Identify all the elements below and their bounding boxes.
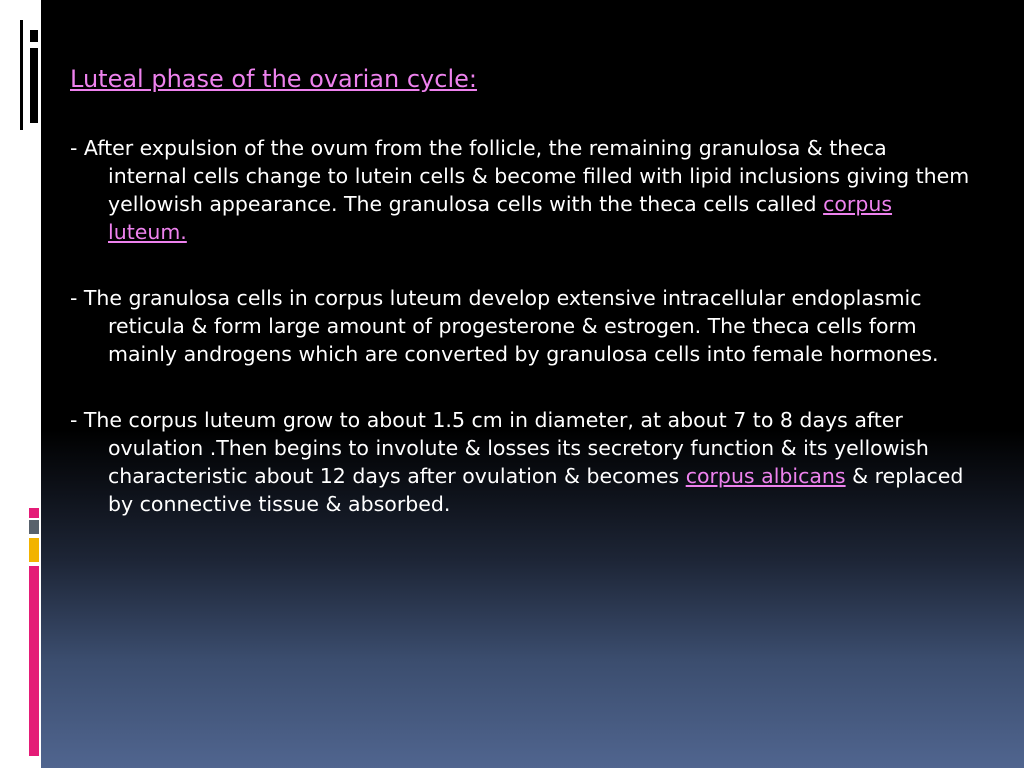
slide-content — [70, 62, 970, 556]
accent-stripe-pink-top — [29, 508, 39, 518]
paragraph-1 — [70, 134, 970, 246]
slide-title: Luteal phase of the ovarian cycle: — [70, 65, 477, 93]
ornament-line — [20, 20, 23, 130]
paragraph-1-text: - After expulsion of the ovum from the follicle, the remaining granulosa & theca internal cells change to lutein cells & become filled with lipid inclusions giving them yellowish appearance. The granulosa cells with the theca cells called — [70, 136, 970, 216]
accent-stripe-pink-bottom — [29, 566, 39, 756]
paragraph-3-text: - The corpus luteum grow to about 1.5 cm in diameter, at about 7 to 8 days after ovulation .Then begins to involute & losses its secretory function & its yellowish characteristic about 12 days after ovulation & becomes — [70, 408, 929, 488]
corpus-luteum-link[interactable]: corpus luteum. — [108, 192, 893, 244]
accent-stripe-gold — [29, 538, 39, 562]
left-sidebar-bar — [0, 0, 41, 768]
paragraph-3-text-end: & replaced by connective tissue & absorbed. — [108, 464, 964, 516]
corpus-albicans-link[interactable]: corpus albicans — [685, 464, 846, 488]
paragraph-2-text: - The granulosa cells in corpus luteum develop extensive intracellular endoplasmic reticula & form large amount of progesterone & estrogen. The theca cells form mainly androgens which are converted by granulosa cells into female hormones. — [70, 286, 939, 366]
ornament-block-large — [30, 48, 38, 123]
paragraph-2 — [70, 284, 970, 368]
accent-stripe-grey — [29, 520, 39, 534]
paragraph-3 — [70, 406, 970, 518]
ornament-block-small — [30, 30, 38, 42]
